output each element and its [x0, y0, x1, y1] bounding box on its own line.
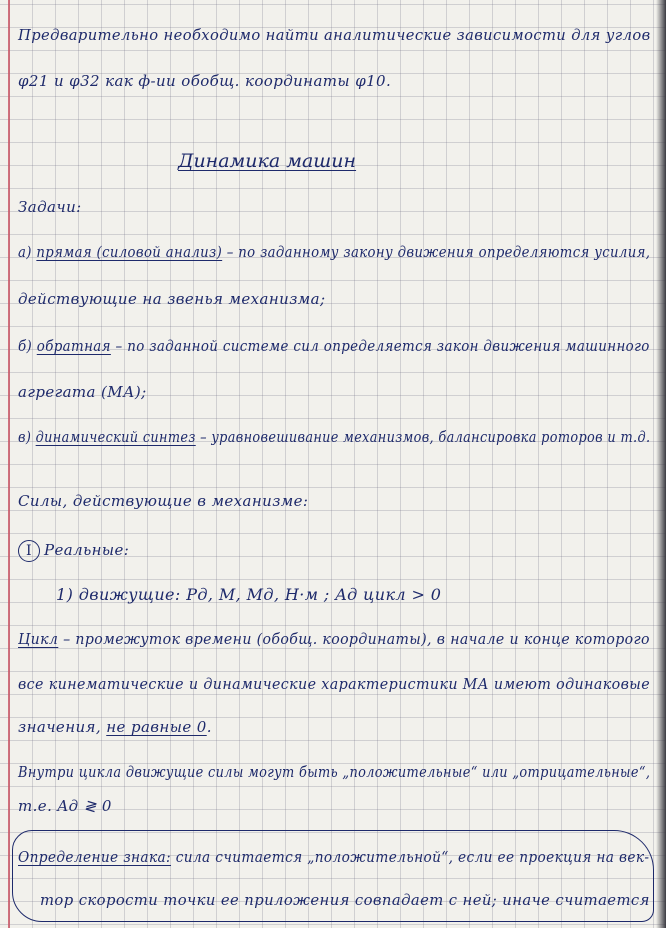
sign-text: сила считается „положительной“, если ее проекция на век-: [171, 848, 650, 866]
driving-forces-line: 1) движущие: Pд, M, Mд, Н·м ; Aд цикл > 0: [56, 585, 442, 604]
section-number-circle: I: [18, 540, 40, 562]
task-b: [18, 337, 650, 355]
task-b-label: б): [18, 337, 33, 355]
intro-line-2: φ21 и φ32 как ф-ии обобщ. координаты φ10.: [18, 72, 392, 90]
cycle-values-text: значения,: [18, 718, 107, 736]
task-a: [18, 243, 650, 261]
task-b-term: обратная: [36, 337, 111, 355]
sign-term: Определение знака:: [18, 848, 172, 866]
work-sign-line: т.е. Aд ≷ 0: [18, 797, 112, 815]
margin-line: [8, 0, 10, 928]
task-b-text: – по заданной системе сил определяется закон движения машинного: [110, 337, 650, 355]
task-a-continuation: действующие на звенья механизма;: [18, 290, 326, 308]
notebook-spine-shadow: [656, 0, 666, 928]
cycle-definition: [18, 630, 650, 648]
tasks-heading: Задачи:: [18, 198, 82, 216]
task-c-label: в): [18, 428, 32, 446]
cycle-period: .: [206, 718, 212, 736]
cycle-continuation: все кинематические и динамические характеристики МА имеют одинаковые: [18, 675, 651, 693]
task-c-term: динамический синтез: [35, 428, 196, 446]
task-a-text: – по заданному закону движения определяются усилия,: [222, 243, 651, 261]
cycle-text: – промежуток времени (обобщ. координаты), в начале и конце которого: [58, 630, 650, 648]
task-c-text: – уравновешивание механизмов, балансировка роторов и т.д.: [195, 428, 651, 446]
not-zero-text: не равные 0: [106, 718, 207, 736]
cycle-continuation-2: [18, 718, 212, 736]
task-b-continuation: агрегата (МА);: [18, 383, 147, 401]
sign-continuation: тор скорости точки ее приложения совпадает с ней; иначе считается: [40, 891, 650, 909]
task-c: [18, 428, 650, 446]
task-a-label: а): [18, 243, 32, 261]
forces-heading: Силы, действующие в механизме:: [18, 492, 309, 510]
sign-definition: [18, 848, 649, 866]
intro-line-1: Предварительно необходимо найти аналитические зависимости для углов: [18, 26, 651, 44]
page-title: Динамика машин: [178, 150, 357, 172]
real-forces-label: Реальные:: [44, 541, 130, 559]
inside-cycle-line: Внутри цикла движущие силы могут быть „положительные“ или „отрицательные“,: [18, 763, 651, 781]
cycle-term: Цикл: [18, 630, 59, 648]
real-forces-heading: [18, 540, 129, 562]
task-a-term: прямая (силовой анализ): [36, 243, 223, 261]
